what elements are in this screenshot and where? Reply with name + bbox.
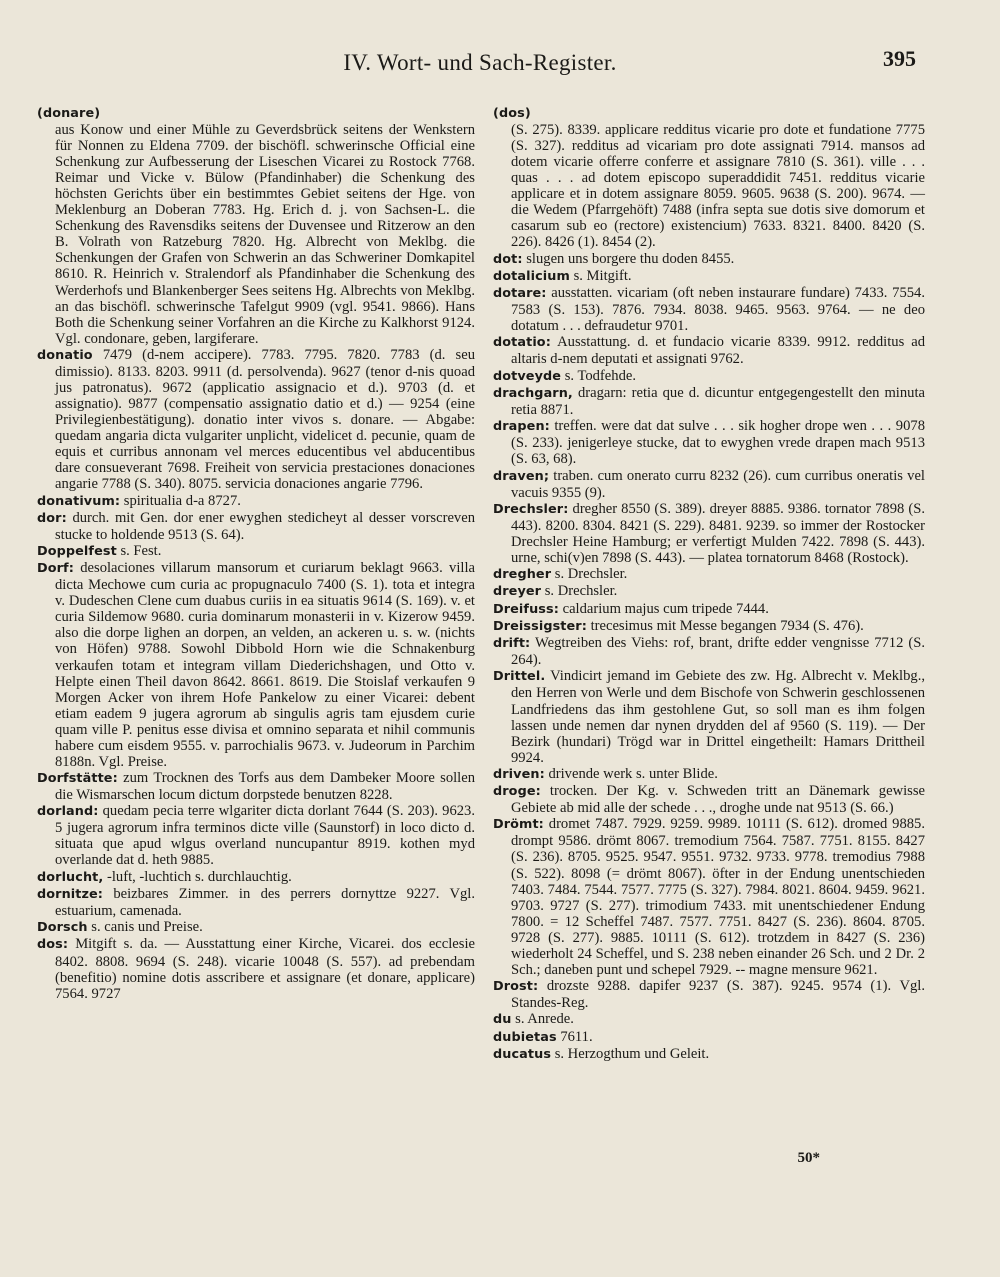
page-number: 395 [883, 46, 916, 71]
left-column [37, 106, 475, 1002]
entry-text: spiritualia d-a 8727. [123, 492, 241, 509]
entry-text: drozste 9288. dapifer 9237 (S. 387). 9245. 9574 (1). Vgl. Standes-Reg. [511, 978, 925, 1012]
entry-headword: ducatus [493, 1046, 552, 1062]
entry-text: drivende werk s. unter Blide. [548, 765, 718, 782]
entry-headword: dotveyde [493, 368, 562, 384]
entry-headword: drift: [493, 636, 531, 652]
entry-headword: Doppelfest [37, 544, 117, 560]
entry-text: dragarn: retia que d. dicuntur entgegengestellt den minuta retia 8871. [511, 384, 925, 418]
register-entry [493, 418, 925, 467]
register-entry [37, 560, 475, 770]
register-entry [493, 566, 925, 583]
entry-headword: (donare) [37, 106, 101, 121]
register-entry [493, 268, 925, 285]
register-entry [493, 251, 925, 268]
register-entry [493, 285, 925, 334]
register-entry [493, 1046, 925, 1063]
entry-text: quedam pecia terre wlgariter dicta dorlant 7644 (S. 203). 9623. 5 jugera agrorum infra terminos dicte ville (Saunstorf) in loco dicto d. situata que apud wlgus overland nuncupantur 8919. kothen myd overlande dat d. heth 9885. [55, 803, 475, 869]
entry-headword: dreyer [493, 584, 542, 600]
entry-headword: droge: [493, 784, 541, 800]
register-entry [493, 766, 925, 783]
right-column [493, 106, 925, 1063]
entry-text: s. Mitgift. [573, 267, 632, 284]
entry-text: dromet 7487. 7929. 9259. 9989. 10111 (S. 612). dromed 9885. drompt 9586. drömt 8067. tremodium 7564. 7587. 7751. 8155. 8427 (S. 236). 8705. 9525. 9547. 9551. 9732. 9733. 9778. tremodius 7988 (S. 522). 8098 (= drömt 8067). öfter in der Endung unentschieden 7403. 7484. 7544. 7577. 7775 (S. 327). 7984. 8021. 8604. 9459. 9621. 9703. 9727 (S. 277). trimodium 7433. mit unentschiedener Endung 7800. = 12 Scheffel 7487. 7577. 7751. 8427 (S. 236). 8604. 8705. 9728 (S. 277). 9885. 10111 (S. 612). trotzdem in 8427 (S. 236) wiederholt 24 Scheffel, und S. 238 neben einander 26 Sch. und 2 Dr. 2 Sch.; daneben punt und schepel 7929. -- magne mensure 9621. [511, 816, 925, 978]
entry-headword: draven; [493, 468, 550, 484]
entry-headword: drapen: [493, 419, 550, 435]
entry-text: Mitgift s. da. — Ausstattung einer Kirche, Vicarei. dos ecclesie 8402. 8808. 9694 (S. 248). vicarie 10048 (S. 557). ad prebendam (benefitio) nomine dotis asscribere et assignare (et donare, applicare) 7564. 9727 [55, 936, 475, 1002]
entry-text: durch. mit Gen. dor ener ewyghen stedicheyt al desser vorscreven stucke to holdende 9513 (S. 64). [55, 509, 475, 543]
entry-headword: dubietas [493, 1029, 557, 1045]
entry-headword: dorlucht, [37, 869, 104, 885]
register-entry [493, 601, 925, 618]
entry-text: treffen. were dat dat sulve . . . sik hogher drope wen . . . 9078 (S. 233). jenigerleye stucke, dat to ewyghen vrede drapen mach 9513 (S. 63, 68). [511, 418, 925, 468]
register-entry [37, 886, 475, 919]
entry-text: slugen uns borgere thu doden 8455. [526, 250, 735, 267]
entry-headword: donativum: [37, 493, 121, 509]
entry-text: beizbares Zimmer. in des perrers dornyttze 9227. Vgl. estuarium, camenada. [55, 885, 475, 919]
entry-headword: Drittel. [493, 669, 546, 685]
entry-text: trecesimus mit Messe begangen 7934 (S. 476). [590, 617, 864, 634]
entry-text: s. canis und Preise. [91, 919, 203, 936]
entry-text: -luft, -luchtich s. durchlauchtig. [107, 868, 292, 885]
entry-text: zum Trocknen des Torfs aus dem Dambeker Moore sollen die Wismarschen locum dictum dorpstede benutzen 8228. [55, 770, 475, 804]
register-entry [37, 770, 475, 803]
register-entry [493, 783, 925, 816]
entry-headword: (dos) [493, 106, 531, 121]
entry-headword: driven: [493, 766, 545, 782]
entry-text: s. Drechsler. [544, 583, 618, 600]
entry-headword: dot: [493, 251, 523, 267]
sheet-signature: 50* [797, 1150, 820, 1166]
entry-text: (S. 275). 8339. applicare redditus vicarie pro dote et fundatione 7775 (S. 327). redditus ad vicariam pro dote assignati 7914. mansos ad dotem vicarie offerre conferre et assignare 7810 (S. 361). ville . . . quas . . . ad dotem episcopo superaddidit 7451. redditus vicarie applicare et in dotem assignare 8059. 9605. 9638 (S. 200). 9674. — die Wedem (Pfarrgehöft) 7488 (infra septa sue dotis sive domorum et casarum sub eo (rectore) existencium) 7633. 8321. 8400. 8420 (S. 226). 8426 (1). 8454 (2). [511, 122, 925, 251]
page-header-title: IV. Wort- und Sach-Register. [343, 50, 617, 75]
register-entry [493, 1029, 925, 1046]
register-entry [493, 978, 925, 1011]
entry-headword: drachgarn, [493, 385, 573, 401]
entry-text: 7611. [560, 1028, 593, 1045]
entry-headword: dornitze: [37, 886, 104, 902]
entry-headword: dor: [37, 510, 67, 526]
register-entry [37, 803, 475, 868]
entry-text: ausstatten. vicariam (oft neben instaurare fundare) 7433. 7554. 7583 (S. 153). 7876. 7934. 8038. 9465. 9563. 9764. — ne deo dotatum . . . defraudetur 9701. [511, 285, 925, 335]
register-entry [493, 106, 925, 250]
entry-headword: dotalicium [493, 268, 570, 284]
entry-text: caldarium majus cum tripede 7444. [562, 600, 769, 617]
entry-headword: Drost: [493, 979, 539, 995]
entry-headword: dregher [493, 567, 552, 583]
register-entry [493, 816, 925, 977]
entry-text: s. Anrede. [515, 1011, 574, 1028]
register-entry [493, 468, 925, 501]
entry-headword: Dorsch [37, 920, 88, 936]
entry-headword: dos: [37, 937, 69, 953]
register-entry [493, 1011, 925, 1028]
entry-text: Vindicirt jemand im Gebiete des zw. Hg. Albrecht v. Meklbg., den Herren von Werle und dem Bischofe von Schwerin geschlossenen Landfriedens das ihm gestohlene Gut, so soll man es ihm folgen lassen unde nemen dar nynen drydden del af 9560 (S. 119). — Der Bezirk (hundari) Trögd war in Drittel eingetheilt: Hamars Drittheil 9924. [511, 668, 925, 766]
entry-headword: Drömt: [493, 817, 544, 833]
register-entry [37, 106, 475, 347]
register-entry [37, 347, 475, 492]
entry-text: s. Todfehde. [564, 367, 636, 384]
entry-headword: Dreifuss: [493, 601, 559, 617]
register-entry [493, 501, 925, 566]
entry-headword: du [493, 1012, 512, 1028]
register-entry [37, 919, 475, 936]
register-entry [37, 510, 475, 543]
entry-headword: dorland: [37, 804, 99, 820]
register-entry [493, 668, 925, 765]
entry-text: trocken. Der Kg. v. Schweden tritt an Dänemark gewisse Gebiete ab mid alle der schede . . ., droghe unde nat 9513 (S. 66.) [511, 783, 926, 817]
entry-text: 7479 (d-nem accipere). 7783. 7795. 7820. 7783 (d. seu dimissio). 8133. 8203. 9911 (d. persolvenda). 9627 (tenor d-nis quoad jus patronatus). 9672 (applicatio assignacio et d.). 9703 (d. et assignatio). 9877 (compensatio assignatio datio et d.) — 9254 (eine Privilegienbestätigung). donatio inter vivos s. donare. — Abgabe: quedam angaria dicta vulgariter unplicht, videlicet d. pecunie, quam de equis et curribus annonam vel merces educentibus vel abducentibus dare consueverant 7698. Freiheit von servicia prestaciones donaciones angarie 7788 (S. 340). 8075. servicia donaciones angarie 7796. [55, 346, 476, 493]
register-entry [37, 936, 475, 1001]
entry-headword: Drechsler: [493, 501, 569, 517]
entry-headword: Dorf: [37, 561, 74, 577]
entry-headword: dotare: [493, 286, 547, 302]
entry-text: Wegtreiben des Viehs: rof, brant, drifte edder vengnisse 7712 (S. 264). [511, 635, 926, 669]
entry-headword: dotatio: [493, 335, 551, 351]
entry-text: s. Herzogthum und Geleit. [554, 1045, 710, 1062]
entry-text: aus Konow und einer Mühle zu Geverdsbrück seitens der Wenkstern für Nonnen zu Eldena 7709. der bischöfl. schwerinsche Official eine Schenkung zur Aufbesserung der Liseschen Vicarei zu Rostock 7768. Reimar und Vicke v. Bülow (Pfandinhaber) die Schenkung des höchsten Gerichts über ein bestimmtes Gebiet seitens der Hge. von Meklenburg an Doberan 7783. Hg. Erich d. j. von Sachsen-L. die Schenkung des Ravensdiks seitens der Duvensee und Ritzerow an den B. Volrath von Ratzeburg 7820. Hg. Albrecht von Meklbg. die Schenkungen der Grafen von Schwerin an das Schweriner Domkapitel 8610. R. Heinrich v. Stralendorf als Pfandinhaber die Schenkung des Werderhofs und Blankenberger Sees seitens Hg. Albrechts von Meklbg. an das bischöfl. schwerinsche Tafelgut 9909 (vgl. 9541. 9866). Hans Both die Schenkung seiner Vorfahren an die Kirche zu Kalkhorst 9124. Vgl. condonare, geben, largiferare. [55, 122, 475, 347]
register-entry [493, 368, 925, 385]
register-entry [493, 385, 925, 418]
entry-text: s. Fest. [120, 543, 162, 560]
entry-headword: donatio [37, 347, 93, 363]
entry-headword: Dreissigster: [493, 618, 587, 634]
entry-text: Ausstattung. d. et fundacio vicarie 8339. 9912. redditus ad altaris d-nem deputati et assignati 9762. [511, 334, 926, 368]
entry-text: desolaciones villarum mansorum et curiarum beklagt 9663. villa dicta Mechowe cum curia ac propugnaculo 7400 (S. 1). tota et integra v. Dudeschen Clene cum duabus curiis in ea situatis 9614 (S. 169). v. et curia Sildemow 9680. curia dominarum monasterii in v. Kizerow 9459. also die dorpe lighen an dorpen, an velden, an ackeren u. s. w. (nichts von Höfen) 9788. Sowohl Dibbold Horn wie die Schnakenburg verkaufen totam et integram villam Diederichshagen, und Otto v. Helpte einen Theil davon 8642. 8661. 8619. Die Stoislaf verkaufen 9 Morgen Acker von ihrem Hofe Pankelow zu einer Vicarei: debent etiam eadem 9 jugera agrorum ab singulis agris tam ejusdem curie quam ville P. penitus esse divisa et omnino separata et nihil communis habere cum eisdem 9555. v. parrochialis 9673. v. Judeorum in Parchim 8188n. Vgl. Preise. [55, 560, 475, 770]
register-entry [493, 583, 925, 600]
register-entry [493, 334, 925, 367]
register-entry [493, 635, 925, 668]
register-entry [493, 618, 925, 635]
entry-text: s. Drechsler. [554, 566, 628, 583]
entry-text: dregher 8550 (S. 389). dreyer 8885. 9386. tornator 7898 (S. 443). 8200. 8304. 8421 (S. 229). 8481. 9239. so immer der Rostocker Drechsler Heine Hamburg; er verfertigt Mulden 7422. 7898 (S. 443). urne, schi(v)en 7898 (S. 443). — platea tornatorum 8468 (Rostock). [511, 500, 926, 566]
register-entry [37, 869, 475, 886]
entry-headword: Dorfstätte: [37, 771, 118, 787]
register-entry [37, 493, 475, 510]
entry-text: traben. cum onerato curru 8232 (26). cum curribus oneratis vel vacuis 9355 (9). [511, 467, 925, 501]
register-entry [37, 543, 475, 560]
